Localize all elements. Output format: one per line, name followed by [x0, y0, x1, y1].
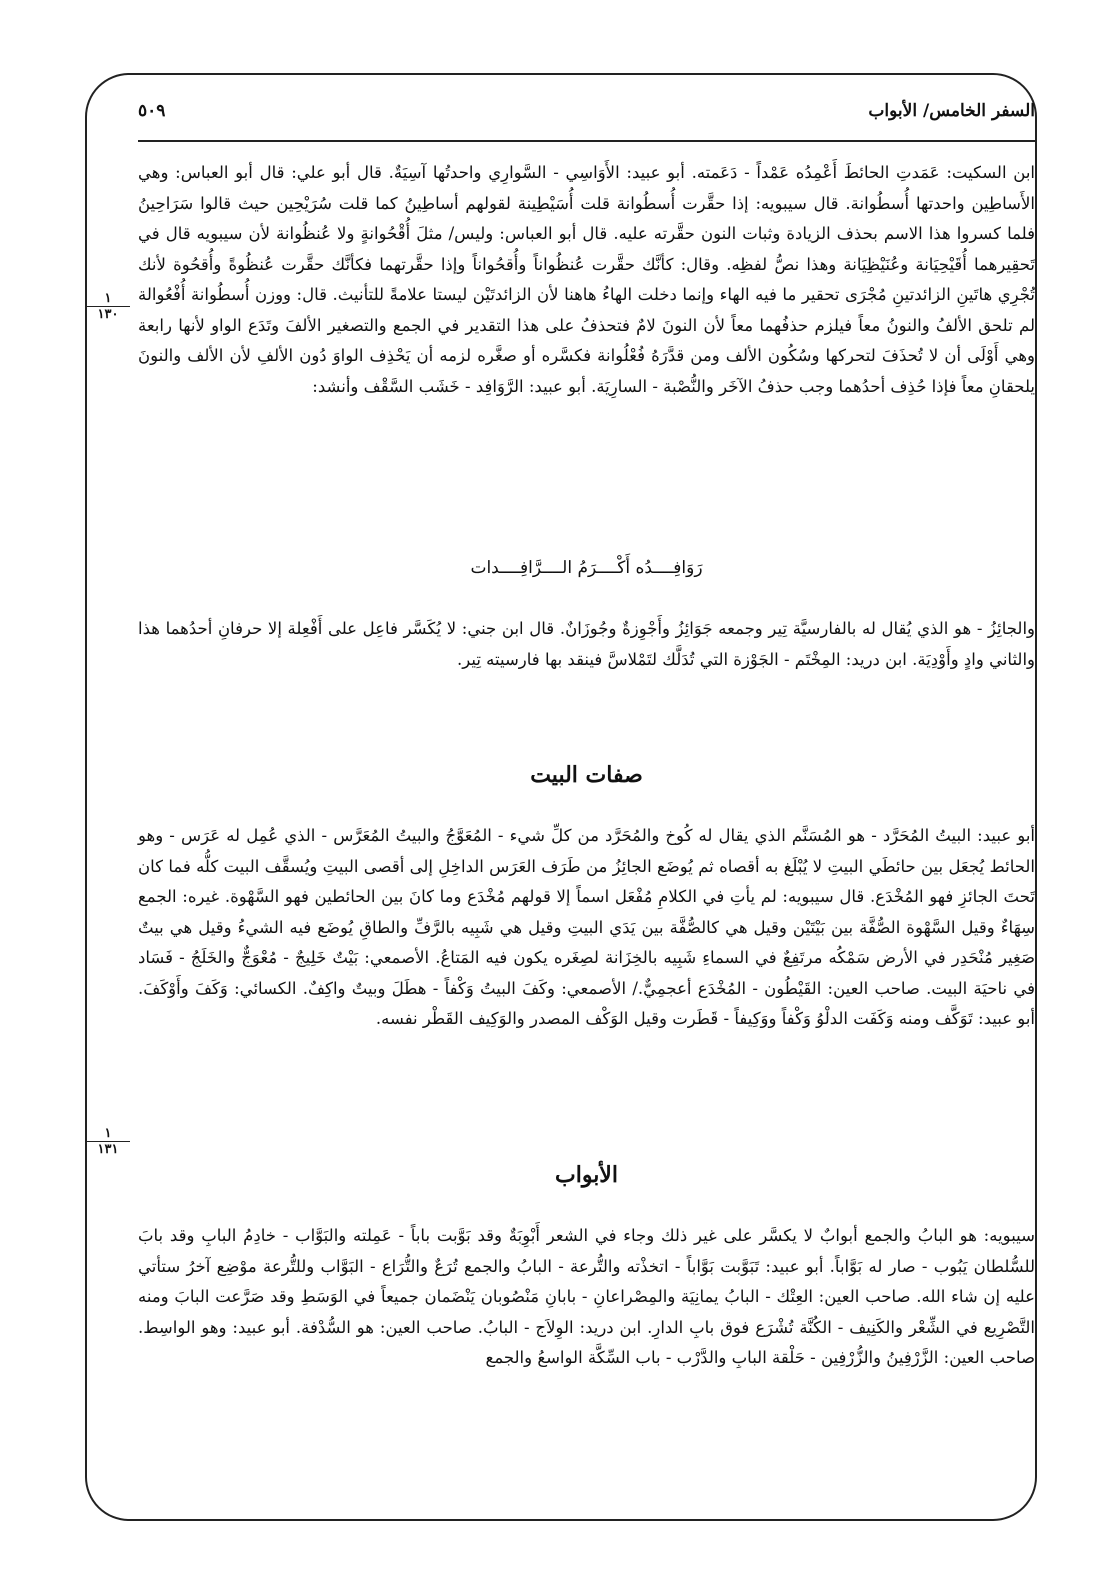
poetry-verse: رَوَافِــــدُه أَكْــــرَمُ الــــرَّافِــــدات	[470, 558, 703, 578]
running-header	[138, 92, 1035, 130]
margin-ref-denominator: ١٣٠	[86, 306, 130, 322]
margin-ref-numerator: ١	[104, 291, 112, 306]
paragraph-house-attributes	[138, 821, 1035, 1035]
paragraph-text: والجائِزُ - هو الذي يُقال له بالفارسيَّة تِير وجمعه جَوَائِزُ وأَجْوِزةٌ وجُوزَانٌ. قال ابن جني: لا يُكَسَّر فاعِل على أَفْعِلة إلا حرفانِ أحدُهما هذا والثاني وادٍ وأَوْدِيَة. ابن دريد: المِخْتَم - الجَوْزة التي تُدَلَّك لتَمْلاسَّ فينقد بها فارسيته تِير.	[138, 619, 1035, 669]
section-heading-house-attributes: صفات البيت	[530, 762, 643, 788]
paragraph-text: ابن السكيت: عَمَدتِ الحائطَ أَعْمِدُه عَمْداً - دَعَمته. أبو عبيد: الأَوَاسِي - السَّوارِي واحدتُها آسِيَةٌ. قال أبو علي: قال أبو العباس: وهي الأَساطِين واحدتها أُسطُوانة. قال سيبويه: إذا حقَّرت أُسطُوانة قلت أُسَيْطِينة لقولهم أساطِينُ كما قلت سُرَيْحِين حيث قالوا سَرَاحِينُ فلما كسروا هذا الاسم بحذف الزيادة وثبات النون حقَّرته عليه. قال أبو العباس: وليس/ مثلَ أُقْحُوانةٍ ولا عُنظُوانة لأن سيبويه قال في تَحقِيرهما أُقَيْحِيَانة وعُنَيْظِيَانة وهذا نصُّ لفظِه. وقال: كأنَّك حقَّرت عُنظُواناً وأُقحُواناً وإذا حقَّرتهما فكأنَّك حقَّرت عُنظُوةً وأُقحُوة لأنك تُجْرِي هاتَينِ الزائدتينِ مُجْرَى تحقير ما فيه الهاء وإنما دخلت الهاءُ هاهنا لأن الزائدتَيْن ليستا علامةً للتأنيث. قال: ووزن أُسطُوانة أُفْعُوالة لم تلحق الألفُ والنونُ معاً فيلزم حذفُهما معاً لأن النونَ لامٌ فتحذفُ على هذا التقدير في الجمع والتصغير الألفَ وتَدَع الواو لأنها رابعة وهي أَوْلَى أن لا تُحذَفَ لتحركها وسُكُون الألف ومن قدَّرَهُ فُعْلُوانة فكسَّره أو صغَّره لزمه أن يَحْذِف الواوَ دُون الألفِ لأن الألف والنونَ يلحقانِ معاً فإذا حُذِف أحدُهما وجب حذفُ الآخَر والنُّصْبة - السارِيَة. أبو عبيد: الرَّوَافِد - خَشَب السَّقْف وأنشد:	[138, 163, 1035, 396]
header-title: السفر الخامس/ الأبواب	[868, 101, 1035, 121]
paragraph-beams	[138, 614, 1035, 675]
paragraph-supports-and-pillars	[138, 158, 1035, 402]
header-divider	[138, 140, 1035, 142]
paragraph-text: سيبويه: هو البابُ والجمع أبوابٌ لا يكسَّر على غير ذلك وجاء في الشعر أَبْوِبَةٌ وقد بَوَّبت باباً - عَمِلته والبَوَّاب - خادِمُ البابِ وقد بابَ للسُّلطان يَبُوب - صار له بَوَّاباً. أبو عبيد: تَبَوَّبت بَوَّاباً - اتخذْته والتُّرعة - البابُ والجمع تُرَعٌ والتُّرَاع - البَوَّاب وللتُّرعة موْضِع آخرُ ستأتي عليه إن شاء الله. صاحب العين: العِتْك - البابُ يمانِيَة والمِصْراعانِ - بابانِ مَنْصُوبان يَنْضَمان جميعاً في الوَسَطِ وقد صَرَّعت البابَ ومنه التَّصْرِيع في الشِّعْر والكَنِيف - الكُنَّة تُشْرَع فوق بابِ الدارِ. ابن دريد: الوِلاَج - البابُ. صاحب العين: هو السُّدْفة. أبو عبيد: وهو الواسِط. صاحب العين: الزَّرْفِينُ والزُّرْفِين - حَلْقة البابِ والدَّرْب - باب السِّكَّة الواسعُ والجمع	[138, 1226, 1035, 1367]
paragraph-doors	[138, 1221, 1035, 1374]
margin-ref-numerator: ١	[104, 1126, 112, 1141]
page-number: ٥٠٩	[138, 101, 166, 121]
margin-page-reference	[86, 1126, 130, 1157]
margin-ref-denominator: ١٣١	[86, 1141, 130, 1157]
section-heading-doors: الأبواب	[555, 1162, 618, 1188]
paragraph-text: أبو عبيد: البيتُ المُحَرَّد - هو المُسَنَّم الذي يقال له كُوخ والمُحَرَّد من كلِّ شيء - المُعَوَّجُ والبيتُ المُعَرَّس - الذي عُمِل له عَرَس - وهو الحائط يُجعَل بين حائطَي البيتِ لا يُبْلَغ به أقصاه ثم يُوضَع الجائِزُ من طَرَف العَرَس الداخِلِ إلى أقصى البيتِ ويُسقَّف البيت كلُّه فما كان تَحتَ الجائزِ فهو المُخْدَع. قال سيبويه: لم يأتِ في الكلامِ مُفْعَل اسماً إلا قولهم مُخْدَع وما كانَ بين الحائطين فهو السَّهْوة. غيره: الجمع سِهَاءٌ وقيل السَّهْوة الصُّفَّة بين بَيْتَيْن وقيل هي كالصُّفَّة بين يَدَي البيتِ وقيل هي شَبِيه بالرَّفِّ والطاقِ يُوضَع فيه الشيءُ وقيل هي بيتٌ صَغِير مُنْحَدِر في الأرض سَمْكُه مرتَفِعٌ في السماءِ شَبِيه بالخِزَانة لصِغَره يكون فيه المَتاعُ. الأصمعي: بَيْتٌ خَلِيجٌ - مُعْوَجٌّ والخَلَجُ - فَسَاد في ناحيَة البيت. صاحب العين: القَيْطُون - المُخْدَع أعجمِيٌّ./ الأصمعي: وكَفَ البيتُ وَكْفاً - هطَلَ وبيتٌ واكِفٌ. الكسائي: وَكَفَ وأَوْكَفَ. أبو عبيد: تَوَكَّف ومنه وَكَفَت الدلْوُ وَكْفاً ووَكِيفاً - قَطَرت وقيل الوَكْف المصدر والوَكِيف القَطْر نفسه.	[138, 826, 1035, 1028]
margin-page-reference	[86, 291, 130, 322]
